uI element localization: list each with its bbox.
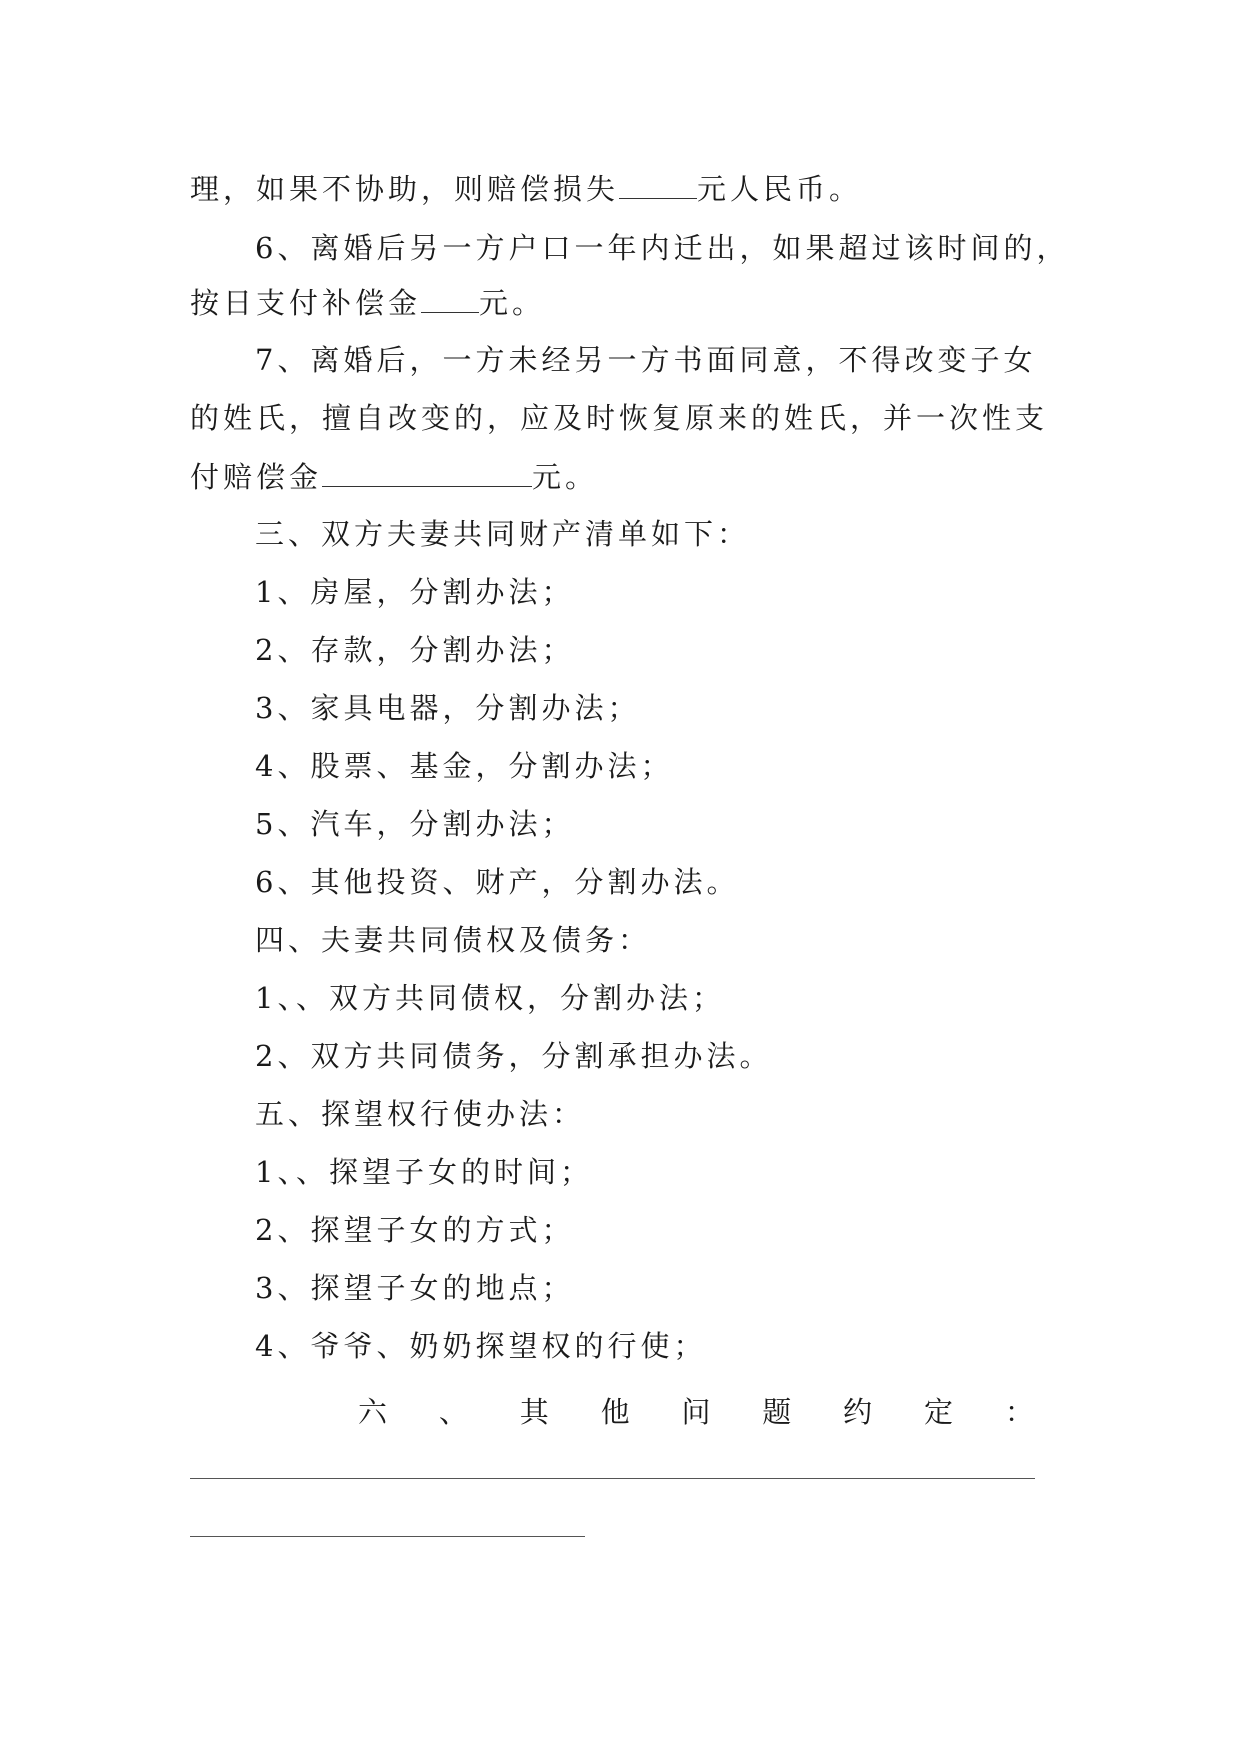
heading-char: 定: [924, 1395, 954, 1429]
heading-char: 他: [600, 1395, 630, 1429]
text-segment: 元人民币。: [697, 172, 863, 206]
list-item: 5、汽车，分割办法；: [255, 807, 575, 841]
section-heading: 四、夫妻共同债权及债务：: [255, 923, 652, 957]
text-line: 的姓氏，擅自改变的，应及时恢复原来的姓氏，并一次性支: [190, 401, 1049, 435]
section-heading: 五、探望权行使办法：: [255, 1097, 586, 1131]
fill-in-blank: [322, 456, 532, 487]
heading-char: 其: [519, 1395, 549, 1429]
list-item: 2、双方共同债务，分割承担办法。: [255, 1039, 773, 1073]
heading-char: ：: [1004, 1395, 1034, 1429]
list-item: 3、探望子女的地点；: [255, 1271, 575, 1305]
heading-char: 、: [438, 1395, 468, 1429]
spaced-section-heading: [358, 1392, 1034, 1432]
heading-char: 六: [358, 1395, 388, 1429]
list-item: 4、爷爷、奶奶探望权的行使；: [255, 1329, 707, 1363]
list-item: 2、存款，分割办法；: [255, 633, 575, 667]
text-segment: 按日支付补偿金: [190, 286, 422, 320]
section-heading: 三、双方夫妻共同财产清单如下：: [255, 517, 751, 551]
list-item: 3、家具电器，分割办法；: [255, 691, 641, 725]
list-item: 6、其他投资、财产，分割办法。: [255, 865, 740, 899]
blank-answer-line: [190, 1536, 585, 1537]
list-item: 1、房屋，分割办法；: [255, 575, 575, 609]
fill-in-blank: [421, 282, 479, 313]
list-item: 1、、探望子女的时间；: [255, 1155, 593, 1189]
fill-in-blank: [619, 168, 697, 199]
heading-char: 问: [681, 1395, 711, 1429]
list-item: 4、股票、基金，分割办法；: [255, 749, 674, 783]
text-line: 6、离婚后另一方户口一年内迁出，如果超过该时间的，: [255, 231, 1070, 265]
list-item: 2、探望子女的方式；: [255, 1213, 575, 1247]
text-line: [190, 456, 598, 497]
list-item: 1、、双方共同债权，分割办法；: [255, 981, 725, 1015]
text-segment: 元。: [532, 460, 599, 494]
heading-char: 题: [762, 1395, 792, 1429]
blank-answer-line: [190, 1478, 1035, 1479]
text-line: 7、离婚后，一方未经另一方书面同意，不得改变子女: [255, 343, 1037, 377]
text-segment: 理，如果不协助，则赔偿损失: [190, 172, 620, 206]
text-line: [190, 168, 862, 209]
heading-char: 约: [843, 1395, 873, 1429]
text-segment: 付赔偿金: [190, 460, 323, 494]
text-segment: 元。: [479, 286, 546, 320]
text-line: [190, 282, 545, 323]
